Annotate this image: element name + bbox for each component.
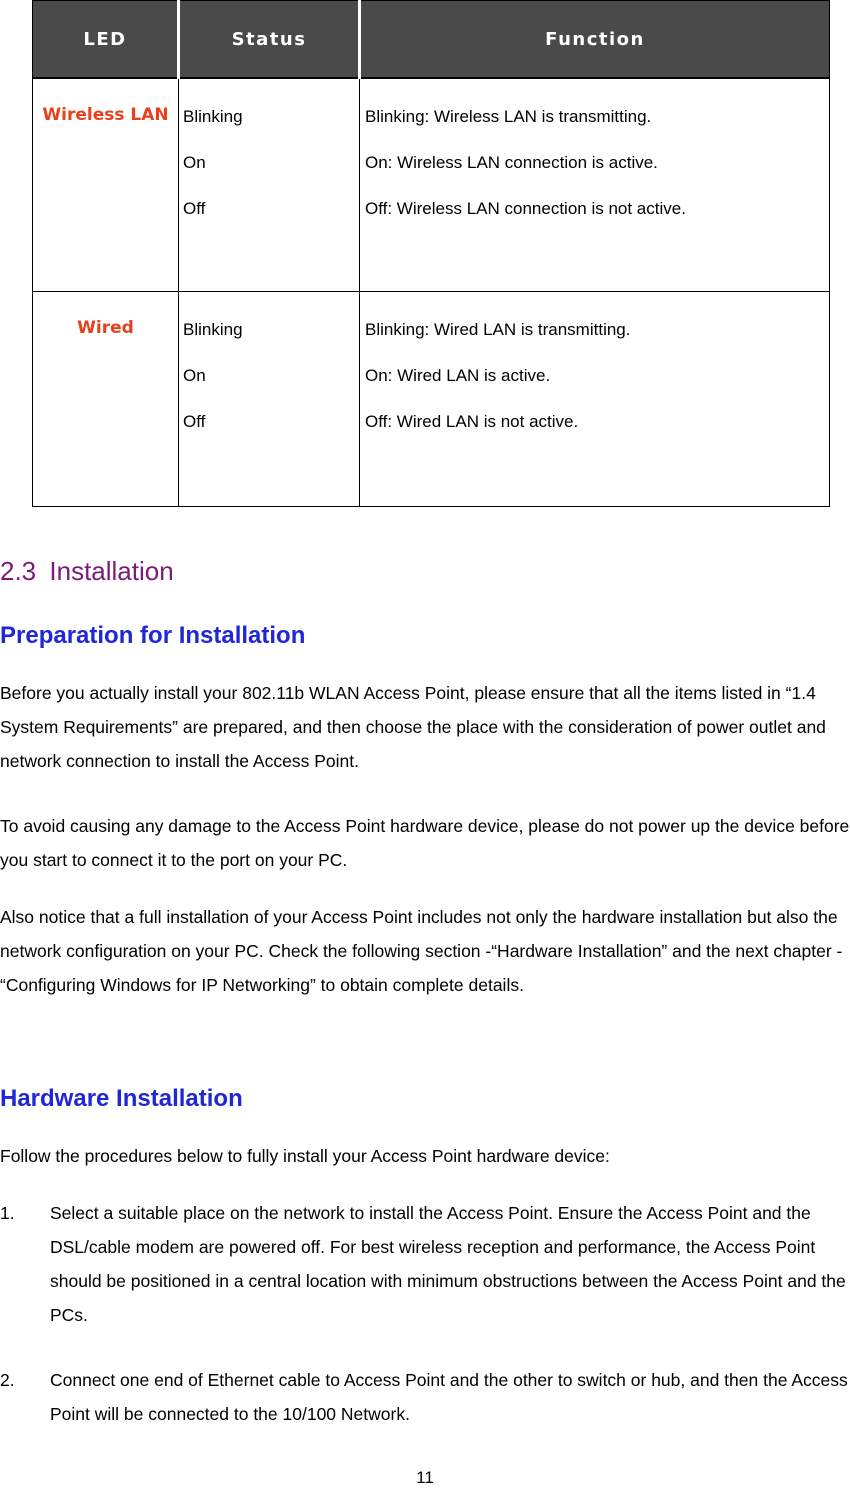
list-text: Connect one end of Ethernet cable to Access Point and the other to switch or hub, and then the Access Point will be connected to the 10/100 Network. (50, 1370, 848, 1424)
paragraph: To avoid causing any damage to the Access Point hardware device, please do not power up the device before you start to connect it to the port on your PC. (0, 816, 850, 870)
function-cell (360, 78, 830, 292)
header-status: Status (179, 1, 360, 79)
preparation-heading: Preparation for Installation (0, 622, 306, 649)
hardware-heading: Hardware Installation (0, 1085, 243, 1112)
page-number: 11 (416, 1468, 434, 1487)
function-item: Blinking: Wireless LAN is transmitting. (365, 107, 652, 126)
section-name: Installation (49, 556, 174, 586)
section-number: 2.3 (0, 556, 37, 586)
led-name-wired: Wired (33, 292, 179, 507)
paragraph: Follow the procedures below to fully install your Access Point hardware device: (0, 1146, 610, 1166)
list-number: 1. (0, 1203, 15, 1223)
paragraph: Before you actually install your 802.11b WLAN Access Point, please ensure that all the items listed in “1.4 System Requirements” are prepared, and then choose the place with the consideration of power outlet and network connection to install the Access Point. (0, 683, 826, 771)
table-header-row (33, 1, 830, 79)
table-row (33, 292, 830, 507)
status-item: Off (183, 412, 206, 431)
function-item: Off: Wired LAN is not active. (365, 412, 579, 431)
status-cell (179, 78, 360, 292)
table-row (33, 78, 830, 292)
list-text: Select a suitable place on the network to install the Access Point. Ensure the Access Point and the DSL/cable modem are powered off. For best wireless reception and performance, the Access Point should be positioned in a central location with minimum obstructions between the Access Point and the PCs. (50, 1203, 846, 1325)
led-name-wireless: Wireless LAN (33, 78, 179, 292)
list-number: 2. (0, 1370, 15, 1390)
status-item: On (183, 366, 206, 385)
paragraph: Also notice that a full installation of your Access Point includes not only the hardware installation but also the network configuration on your PC. Check the following section -“Hardware Installation” and the next chapter - “Configuring Windows for IP Networking” to obtain complete details. (0, 907, 843, 995)
function-item: On: Wireless LAN connection is active. (365, 153, 658, 172)
function-item: Off: Wireless LAN connection is not active. (365, 199, 686, 218)
led-status-table (32, 0, 830, 507)
status-item: On (183, 153, 206, 172)
function-item: On: Wired LAN is active. (365, 366, 551, 385)
status-item: Off (183, 199, 206, 218)
function-cell (360, 292, 830, 507)
status-item: Blinking (183, 320, 243, 339)
header-function: Function (360, 1, 830, 79)
status-item: Blinking (183, 107, 243, 126)
status-cell (179, 292, 360, 507)
function-item: Blinking: Wired LAN is transmitting. (365, 320, 631, 339)
section-title (0, 556, 174, 587)
header-led: LED (33, 1, 179, 79)
